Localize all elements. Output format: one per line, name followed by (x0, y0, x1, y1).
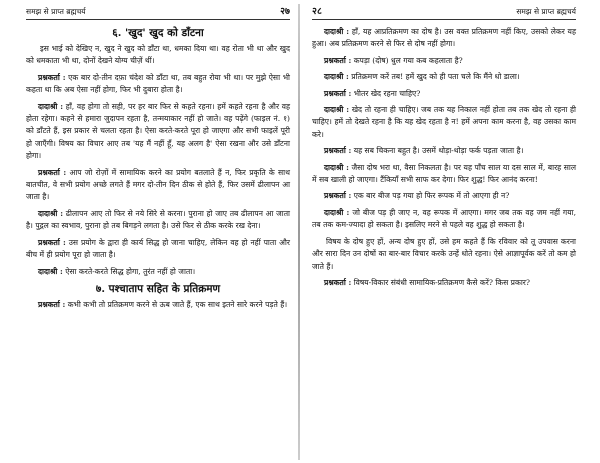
speaker-label: दादाश्री : (324, 162, 349, 172)
speaker-label: दादाश्री : (324, 27, 350, 36)
section-heading: ७. पश्चाताप सहित के प्रतिक्रमण (95, 282, 221, 295)
dialogue-text: यह सब चिकना बहुत है। उसमें थोड़ा-थोड़ा फर्क पड़ता जाता है। (353, 146, 524, 156)
right-page (300, 0, 600, 463)
running-title: समझ से प्राप्त ब्रह्मचर्य (26, 7, 86, 16)
dialogue-question (312, 88, 576, 100)
dialogue-text: जैसा दोष भरा था, वैसा निकलता है। पर यह पाँच साल या दस साल में, बारह साल में सब खाली हो जाएगा। टैंकियाँ सभी साफ कर देगा। फिर शुद्ध! फिर आनंद करना! (312, 162, 576, 185)
dialogue-answer (312, 162, 576, 187)
dialogue-text: विषय-विकार संबंधी सामायिक-प्रतिक्रमण कैसे करें? किस प्रकार? (353, 277, 530, 287)
running-title: समझ से प्राप्त ब्रह्मचर्य (516, 7, 576, 16)
paragraph: इस भाई को देखिए न, खुद ने खुद को डाँटा था, धमका दिया था। वह रोता भी था और खुद को धमकाता भी था, दोनों देखने योग्य चीज़ें थीं। (26, 44, 290, 66)
dialogue-question (312, 55, 576, 67)
speaker-label: दादाश्री : (38, 101, 64, 111)
page-number: २८ (312, 6, 322, 17)
speaker-label: दादाश्री : (324, 72, 349, 82)
dialogue-question (312, 145, 576, 157)
dialogue-answer (312, 71, 576, 83)
speaker-label: दादाश्री : (38, 208, 64, 218)
dialogue-question (26, 72, 290, 97)
dialogue-question (26, 237, 290, 262)
speaker-label: प्रश्नकर्ता : (324, 146, 352, 156)
speaker-label: प्रश्नकर्ता : (38, 237, 66, 247)
speaker-label: दादाश्री : (324, 207, 350, 217)
dialogue-text: एक बार दो-तीन दफ़ा चंदेश को डाँटा था, तब बहुत रोया भी था। पर मुझे ऐसा भी कहता था कि अब ऐसा नहीं होगा, फिर भी दुबारा होता है। (26, 72, 290, 95)
speaker-label: दादाश्री : (324, 105, 350, 115)
dialogue-answer (312, 104, 576, 141)
dialogue-text: खेद तो रहना ही चाहिए। जब तक यह निकाल नहीं होता तब तक खेद तो रहना ही चाहिए। हमें तो देखते रहना है कि यह खेद रहता है न! हमें अपना काम करना है, वह उसका काम करे। (312, 105, 577, 139)
dialogue-text: हाँ, यह आप्रतिक्रमण का दोष है। उस वक्त प्रतिक्रमण नहीं किए, उसको लेकर यह हुआ। अब प्रतिक्रमण करने से फिर से दोष नहीं होगा। (312, 27, 576, 49)
dialogue-question (312, 190, 576, 202)
speaker-label: प्रश्नकर्ता : (324, 277, 352, 287)
dialogue-answer (26, 208, 290, 233)
speaker-label: दादाश्री : (38, 266, 63, 276)
dialogue-text: जो बीज पड़ ही जाए न, वह रूपक में आएगा। मगर जब तक वह जम नहीं गया, तब तक कम-ज्यादा हो सकता है। इसलिए मरने से पहले वह शुद्ध हो सकता है। (312, 207, 576, 230)
dialogue-question (312, 277, 576, 289)
dialogue-text: ऐसा करते-करते सिद्ध होगा, तुरंत नहीं हो जाता। (65, 266, 196, 276)
running-header (312, 7, 576, 20)
dialogue-text: ढीलापन आए तो फिर से नये सिरे से करना। पुराना हो जाए तब ढीलापन आ जाता है। पुद्गल का स्वभाव, पुराना हो तब बिगड़ने लगता है। उसे फिर से ठीक करके रख देना। (26, 208, 290, 231)
speaker-label: प्रश्नकर्ता : (38, 299, 66, 309)
speaker-label: प्रश्नकर्ता : (38, 72, 66, 82)
dialogue-text: कपड़ा (दोष) धुल गया कब कहलाता है? (353, 55, 463, 65)
dialogue-text: कभी कभी तो प्रतिक्रमण करने से ऊब जाते हैं, एक साथ इतने सारे करने पड़ते हैं। (67, 299, 288, 309)
paragraph: विषय के दोष हुए हों, अन्य दोष हुए हों, उसे हम कहते हैं कि रविवार को तू उपवास करना और सारा दिन उन दोषों का बार-बार विचार करके उन्हें धोते रहना। ऐसे आज्ञापूर्वक करें तो कम हो जाते हैं। (312, 236, 576, 271)
dialogue-question (26, 167, 290, 204)
dialogue-text: उस प्रयोग के द्वारा ही कार्य सिद्ध हो जाना चाहिए, लेकिन वह हो नहीं पाता और बीच में ही प्रयोग पूरा हो जाता है। (26, 237, 290, 260)
speaker-label: प्रश्नकर्ता : (324, 88, 352, 98)
dialogue-text: एक बार बीज पड़ गया हो फिर रूपक में तो आएगा ही न? (353, 191, 510, 201)
dialogue-text: प्रतिक्रमण करें तब! हमें खुद को ही पता चले कि मैंने धो डाला। (351, 72, 520, 82)
dialogue-question (26, 299, 290, 311)
speaker-label: प्रश्नकर्ता : (324, 55, 352, 65)
section-heading: ६. 'खुद' खुद को डाँटना (112, 27, 204, 39)
dialogue-answer (312, 207, 576, 232)
dialogue-answer (26, 101, 290, 163)
speaker-label: प्रश्नकर्ता : (324, 191, 352, 201)
dialogue-answer (26, 266, 290, 278)
dialogue-text: आप जो रोज़ों में सामायिक करने का प्रयोग बतलाते हैं न, फिर प्रकृति के साथ बातचीत, वे सभी प्रयोग अच्छे लगते हैं मगर दो-तीन दिन ठीक से होते हैं, फिर उसमें ढीलापन आ जाता है। (26, 167, 291, 202)
running-header (26, 7, 290, 20)
speaker-label: प्रश्नकर्ता : (38, 167, 67, 177)
dialogue-answer (312, 26, 576, 51)
dialogue-text: हाँ, वह होगा तो सही, पर हर बार फिर से कहते रहना। हमें कहते रहना है और वह होता रहेगा। कहने से हमारा जुदापन रहता है, तन्मयाकार नहीं हो जाते। वह पढ़ेंगे (फाइल नं. १) को डाँटते हैं, इस प्रकार से चलता रहता है। ऐसा करते-करते पूरा हो जाएगा और सभी फाइलें पूरी हो जाएँगी। विषय का विचार आए तब 'यह मैं नहीं हूँ, यह अलग है' ऐसा रखना और उसे डाँटना होगा। (26, 101, 290, 161)
dialogue-text: भीतर खेद रहना चाहिए? (353, 88, 421, 98)
page-number: २७ (280, 6, 290, 17)
